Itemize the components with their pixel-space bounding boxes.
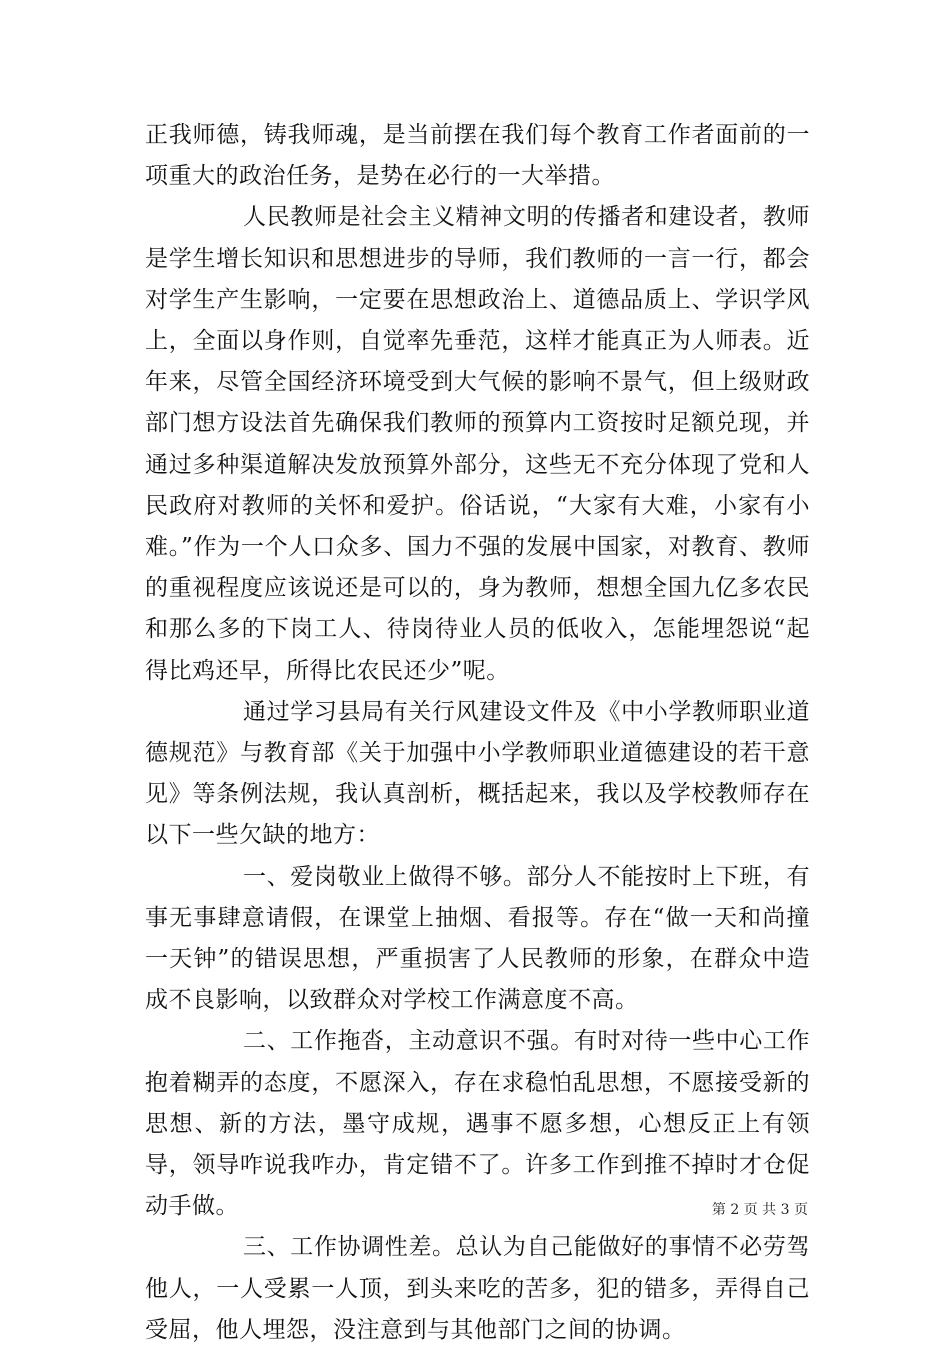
paragraph-6: 三、工作协调性差。总认为自己能做好的事情不必劳驾他人，一人受累一人顶，到头来吃的苦多，犯的错多，弄得自己受屈，他人埋怨，没注意到与其他部门之间的协调。: [145, 1234, 810, 1343]
paragraph-2: 人民教师是社会主义精神文明的传播者和建设者，教师是学生增长知识和思想进步的导师，我们教师的一言一行，都会对学生产生影响，一定要在思想政治上、道德品质上、学识学风上，全面以身作则，自觉率先垂范，这样才能真正为人师表。近年来，尽管全国经济环境受到大气候的影响不景气，但上级财政部门想方设法首先确保我们教师的预算内工资按时足额兑现，并通过多种渠道解决发放预算外部分，这些无不充分体现了党和人民政府对教师的关怀和爱护。俗话说，“大家有大难，小家有小难。”作为一个人口众多、国力不强的发展中国家，对教育、教师的重视程度应该说还是可以的，身为教师，想想全国九亿多农民和那么多的下岗工人、待岗待业人员的低收入，怎能埋怨说“起得比鸡还早，所得比农民还少”呢。: [145, 204, 810, 684]
body-text: [145, 115, 810, 1351]
page-number: 第 2 页 共 3 页: [711, 1202, 808, 1218]
paragraph-4: 一、爱岗敬业上做得不够。部分人不能按时上下班，有事无事肆意请假，在课堂上抽烟、看报等。存在“做一天和尚撞一天钟”的错误思想，严重损害了人民教师的形象，在群众中造成不良影响，以致群众对学校工作满意度不高。: [145, 863, 810, 1014]
paragraph-3: 通过学习县局有关行风建设文件及《中小学教师职业道德规范》与教育部《关于加强中小学教师职业道德建设的若干意见》等条例法规，我认真剖析，概括起来，我以及学校教师存在以下一些欠缺的地方：: [145, 698, 810, 849]
paragraph-5: 二、工作拖沓，主动意识不强。有时对待一些中心工作抱着糊弄的态度，不愿深入，存在求稳怕乱思想，不愿接受新的思想、新的方法，墨守成规，遇事不愿多想，心想反正上有领导，领导咋说我咋办，肯定错不了。许多工作到推不掉时才仓促动手做。: [145, 1028, 810, 1220]
paragraph-1: 正我师德，铸我师魂，是当前摆在我们每个教育工作者面前的一项重大的政治任务，是势在必行的一大举措。: [145, 122, 810, 190]
